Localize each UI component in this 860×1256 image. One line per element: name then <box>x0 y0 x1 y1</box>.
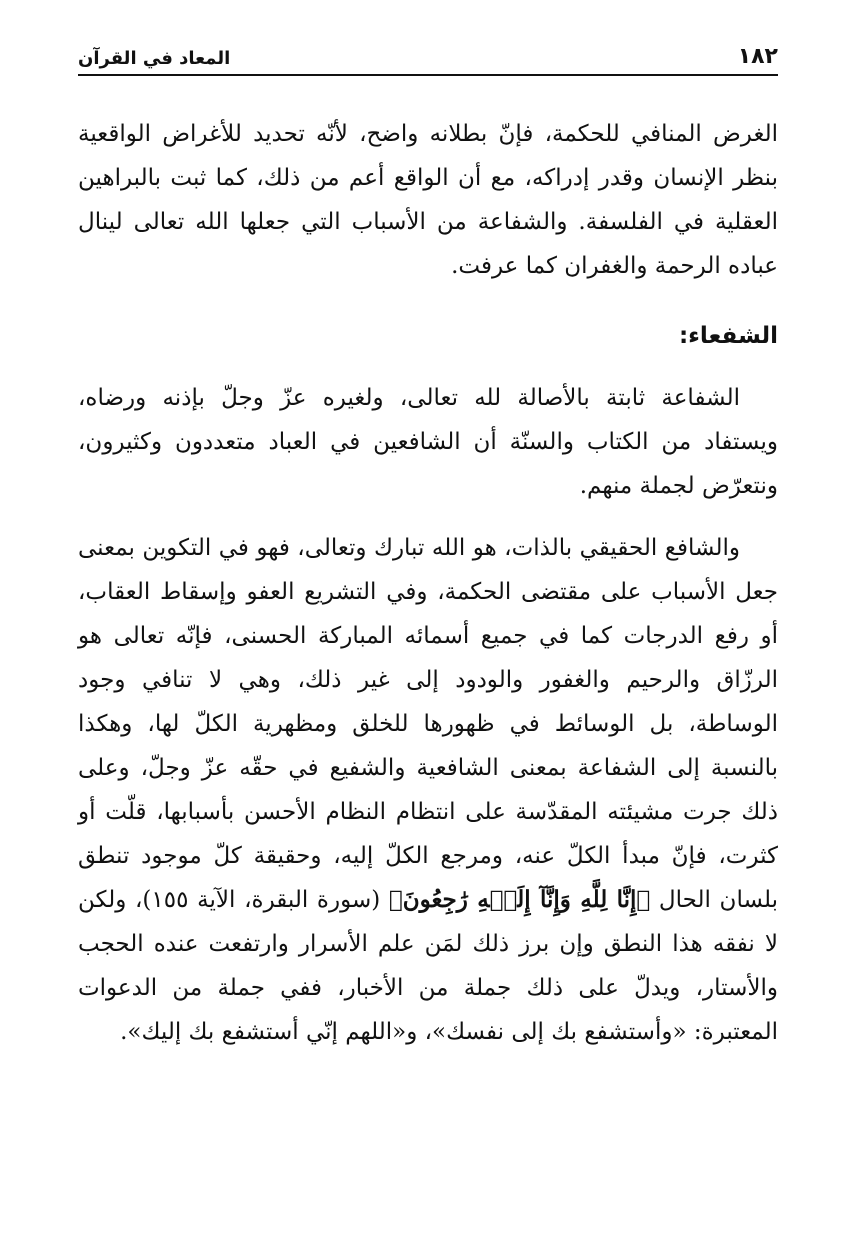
paragraph-intro: الغرض المنافي للحكمة، فإنّ بطلانه واضح، لأنّه تحديد للأغراض الواقعية بنظر الإنسان وقدر إدراكه، مع أن الواقع أعم من ذلك، كما ثبت بالبراهين العقلية في الفلسفة. والشفاعة من الأسباب التي جعلها الله تعالى لينال عباده الرحمة والغفران كما عرفت. <box>78 121 778 279</box>
page-content <box>78 112 778 1054</box>
paragraph-text-before-verse: والشافع الحقيقي بالذات، هو الله تبارك وتعالى، فهو في التكوين بمعنى جعل الأسباب على مقتضى الحكمة، وفي التشريع العفو وإسقاط العقاب، أو رفع الدرجات كما في جميع أسمائه المباركة الحسنى، فإنّه تعالى هو الرزّاق والرحيم والغفور والودود إلى غير ذلك، وهي لا تنافي وجود الوساطة، بل الوسائط في ظهورها للخلق ومظهرية الكلّ لها، وهكذا بالنسبة إلى الشفاعة بمعنى الشافعية والشفيع في حقّه عزّ وجلّ، وعلى ذلك جرت مشيئته المقدّسة على انتظام النظام الأحسن بأسبابها، قلّت أو كثرت، فإنّ مبدأ الكلّ عنه، ومرجع الكلّ إليه، وحقيقة كلّ موجود تنطق بلسان الحال <box>78 535 778 913</box>
book-title: المعاد في القرآن <box>78 48 231 69</box>
quran-verse: ﴿إِنَّا لِلَّهِ وَإِنَّآ إِلَيۡهِ رَٰجِعُونَ﴾ <box>388 886 651 913</box>
paragraph-intercession: الشفاعة ثابتة بالأصالة لله تعالى، ولغيره عزّ وجلّ بإذنه ورضاه، ويستفاد من الكتاب والسنّة أن الشافعين في العباد متعددون وكثيرون، ونتعرّض لجملة منهم. <box>78 385 778 499</box>
paragraph-true-intercessor <box>78 526 778 1054</box>
book-page <box>78 0 778 1256</box>
running-header <box>78 34 778 76</box>
paragraph-text-after-verse: (سورة البقرة، الآية ١٥٥)، ولكن لا نفقه هذا النطق وإن برز ذلك لمَن علم الأسرار وارتفعت عنده الحجب والأستار، ويدلّ على ذلك جملة من الأخبار، ففي جملة من الدعوات المعتبرة: «وأستشفع بك إلى نفسك»، و«اللهم إنّي أستشفع بك إليك». <box>78 887 778 1045</box>
page-number: ١٨٢ <box>737 44 778 69</box>
section-heading: الشفعاء: <box>678 323 778 349</box>
